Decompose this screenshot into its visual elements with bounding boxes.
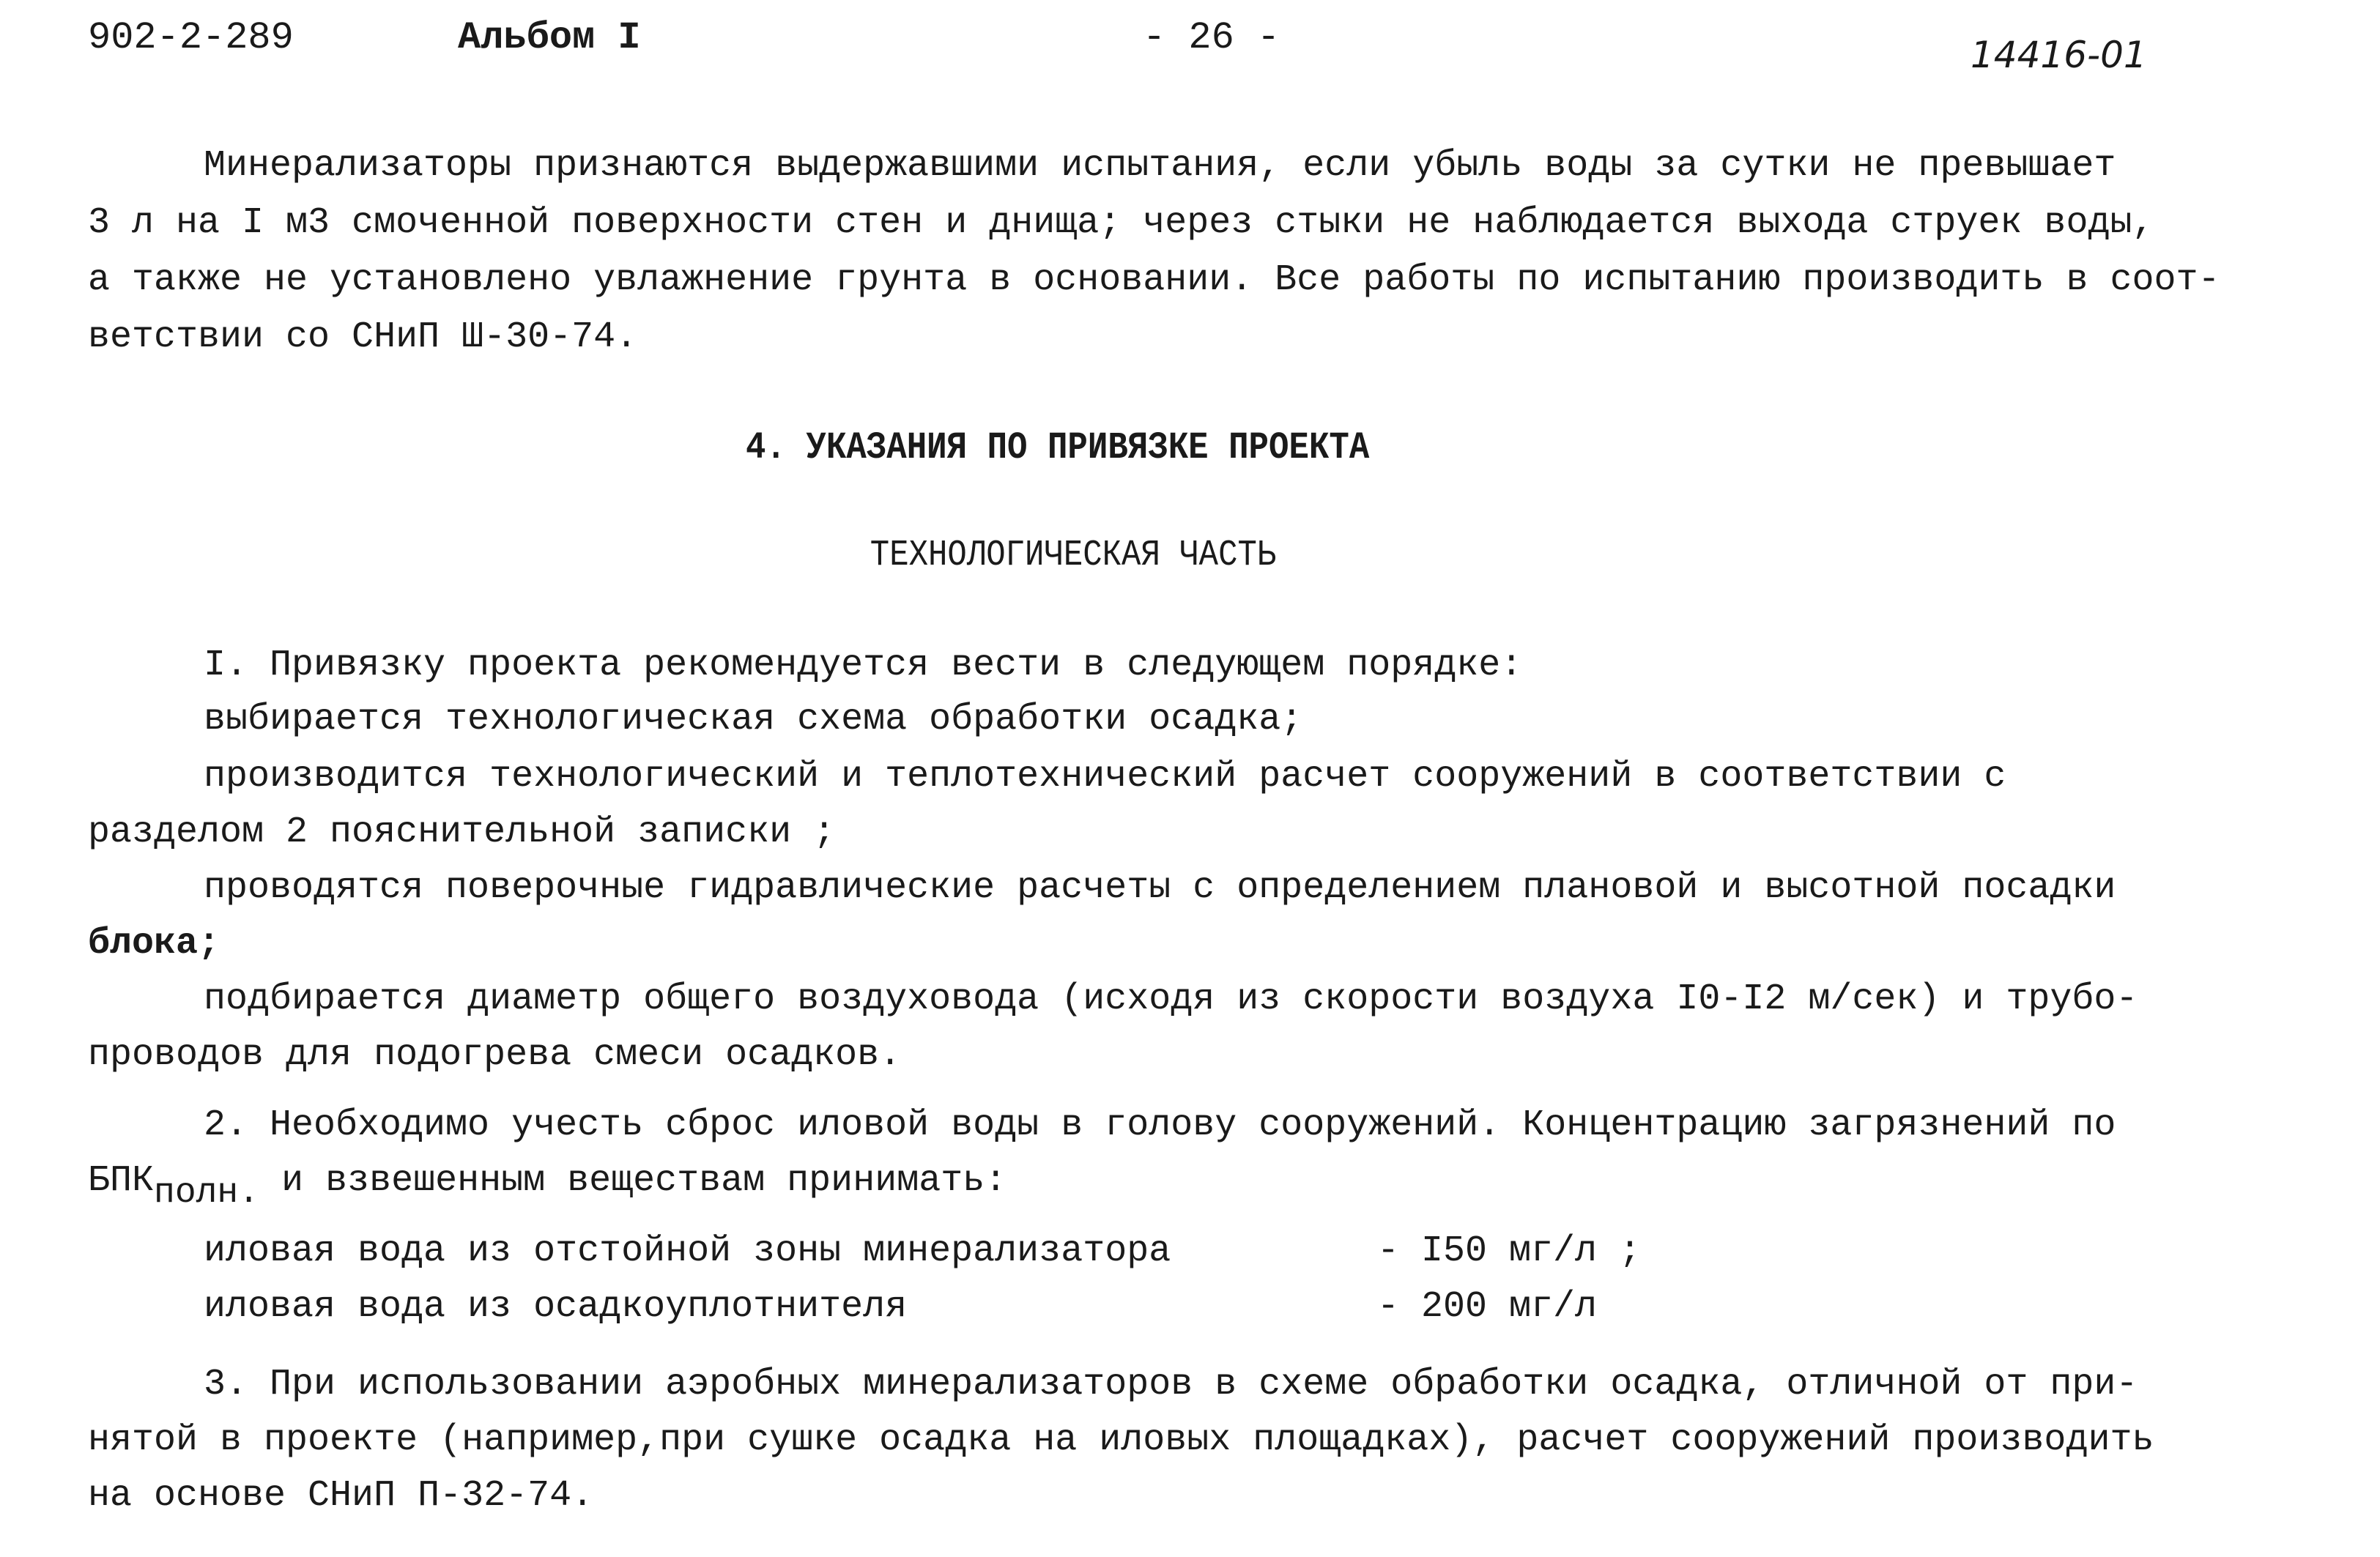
section-title: 4. УКАЗАНИЯ ПО ПРИВЯЗКЕ ПРОЕКТА <box>746 426 1370 469</box>
item3-line-1: 3. При использовании аэробных минерализаторов в схеме обработки осадка, отличной от при- <box>204 1364 2138 1405</box>
document-code: 902-2-289 <box>88 16 294 59</box>
intro-line-1: Минерализаторы признаются выдержавшими испытания, если убыль воды за сутки не превышает <box>204 145 2116 187</box>
album-label: Альбом I <box>458 16 641 59</box>
item3-line-2: нятой в проекте (например,при сушке осадка на иловых площадках), расчет сооружений производить <box>88 1419 2154 1461</box>
intro-line-2: 3 л на I м3 смоченной поверхности стен и днища; через стыки не наблюдается выхода струек воды, <box>88 202 2154 244</box>
item1-line-2: выбирается технологическая схема обработки осадка; <box>204 699 1303 740</box>
item2-line-2 <box>88 1160 1007 1213</box>
item1-line-5: проводятся поверочные гидравлические расчеты с определением плановой и высотной посадки <box>204 867 2116 909</box>
sludge-water-row-1-value: - I50 мг/л ; <box>1377 1230 1642 1272</box>
item1-line-3: производится технологический и теплотехнический расчет сооружений в соответствии с <box>204 756 2006 798</box>
sludge-water-row-1-label: иловая вода из отстойной зоны минерализатора <box>204 1230 1171 1272</box>
item1-line-6: блока; <box>88 923 220 965</box>
section-subtitle: ТЕХНОЛОГИЧЕСКАЯ ЧАСТЬ <box>870 535 1277 576</box>
item1-line-7: подбирается диаметр общего воздуховода (исходя из скорости воздуха I0-I2 м/сек) и трубо- <box>204 978 2138 1020</box>
item3-line-3: на основе СНиП П-32-74. <box>88 1475 594 1517</box>
item1-line-1: I. Привязку проекта рекомендуется вести в следующем порядке: <box>204 644 1523 686</box>
item1-line-4: разделом 2 пояснительной записки ; <box>88 811 836 853</box>
item1-line-8: проводов для подогрева смеси осадков. <box>88 1034 902 1076</box>
sludge-water-row-2-value: - 200 мг/л <box>1377 1286 1598 1328</box>
intro-line-4: ветствии со СНиП Ш-30-74. <box>88 316 638 358</box>
item2-line-2-rest: и взвешенным веществам принимать: <box>281 1160 1007 1202</box>
item2-line-1: 2. Необходимо учесть сброс иловой воды в голову сооружений. Концентрацию загрязнений по <box>204 1104 2116 1146</box>
sludge-water-row-2-label: иловая вода из осадкоуплотнителя <box>204 1286 908 1328</box>
bpk-subscript: полн. <box>154 1173 260 1213</box>
bpk-abbreviation: БПК <box>88 1160 155 1202</box>
intro-line-3: а также не установлено увлажнение грунта в основании. Все работы по испытанию производить в соот- <box>88 259 2220 301</box>
page-number: - 26 - <box>1143 16 1280 59</box>
handwritten-number: 14416-01 <box>1971 34 2147 76</box>
